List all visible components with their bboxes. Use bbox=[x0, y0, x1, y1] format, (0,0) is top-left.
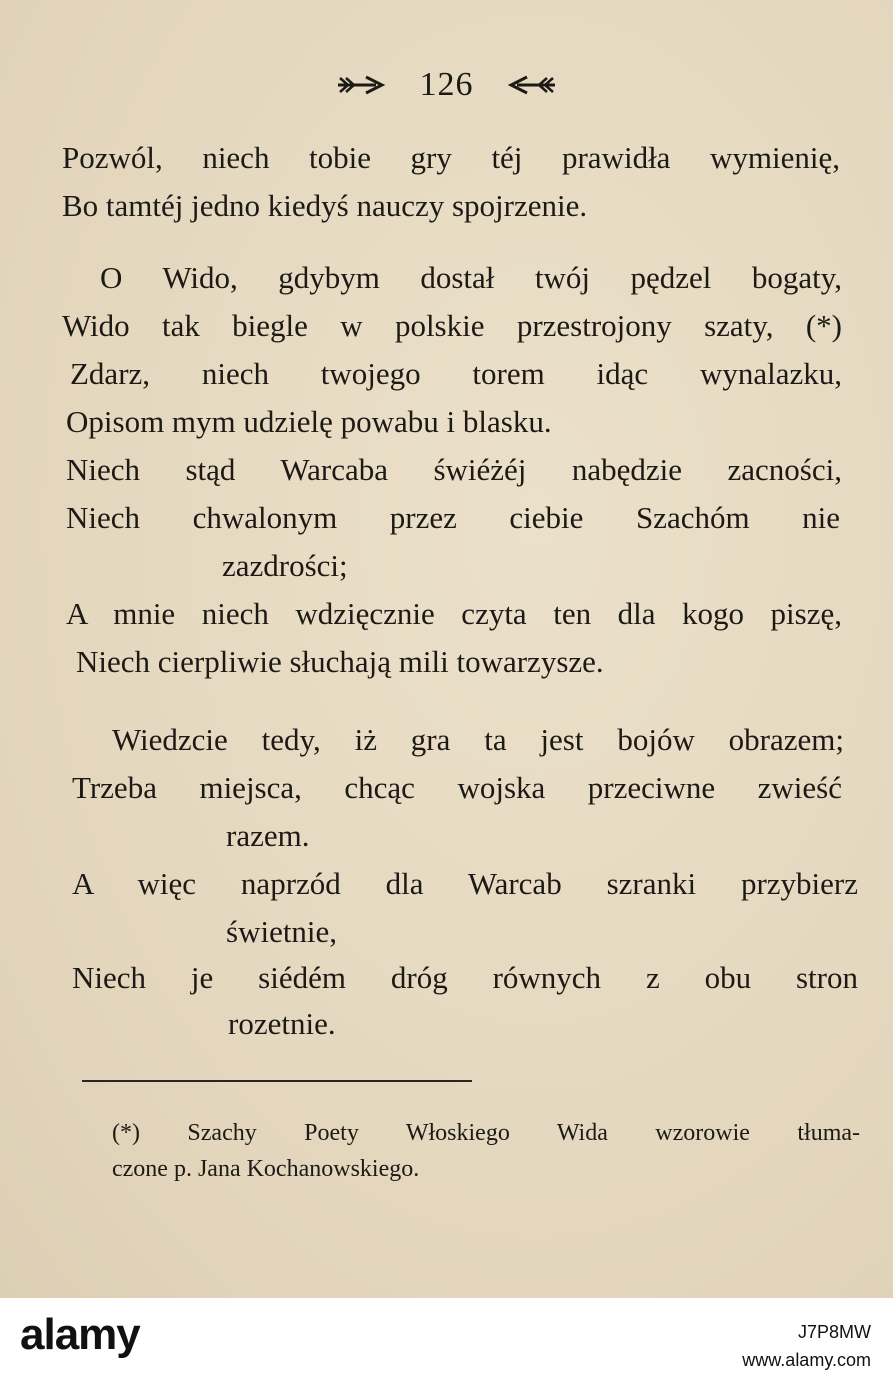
verse-line: A mnie niech wdzięcznie czyta ten dla kogo piszę, bbox=[66, 596, 842, 631]
footnote-line: czone p. Jana Kochanowskiego. bbox=[112, 1156, 420, 1182]
verse-line: Wido tak biegle w polskie przestrojony szaty, (*) bbox=[62, 308, 842, 343]
footnote-rule bbox=[82, 1080, 472, 1082]
stock-url: www.alamy.com bbox=[742, 1350, 871, 1370]
verse-line: Niech je siédém dróg równych z obu stron bbox=[72, 960, 858, 995]
arrow-left-icon bbox=[507, 74, 557, 96]
verse-line: A więc naprzód dla Warcab szranki przybierz bbox=[72, 866, 858, 901]
stock-brand-logo: alamy bbox=[20, 1310, 140, 1359]
verse-line: świetnie, bbox=[226, 914, 338, 949]
verse-line: razem. bbox=[226, 818, 310, 853]
page-header bbox=[0, 64, 893, 104]
verse-line: Niech cierpliwie słuchają mili towarzysze. bbox=[76, 644, 604, 679]
verse-line: rozetnie. bbox=[228, 1006, 336, 1041]
stock-image-id: J7P8MW bbox=[797, 1322, 871, 1342]
footnote-line: (*) Szachy Poety Włoskiego Wida wzorowie tłuma- bbox=[112, 1120, 860, 1146]
verse-line: Pozwól, niech tobie gry téj prawidła wymienię, bbox=[62, 140, 840, 175]
verse-line: zazdrości; bbox=[222, 548, 348, 583]
verse-line: Zdarz, niech twojego torem idąc wynalazku, bbox=[70, 356, 842, 391]
verse-line: Bo tamtéj jedno kiedyś nauczy spojrzenie. bbox=[62, 188, 588, 223]
page-number: 126 bbox=[419, 66, 474, 104]
verse-line: Niech chwalonym przez ciebie Szachóm nie bbox=[66, 500, 840, 535]
verse-line: O Wido, gdybym dostał twój pędzel bogaty, bbox=[100, 260, 842, 295]
verse-line: Niech stąd Warcaba świéżéj nabędzie zacności, bbox=[66, 452, 842, 487]
verse-line: Wiedzcie tedy, iż gra ta jest bojów obrazem; bbox=[112, 722, 844, 757]
verse-line: Trzeba miejsca, chcąc wojska przeciwne zwieść bbox=[72, 770, 842, 805]
verse-line: Opisom mym udzielę powabu i blasku. bbox=[66, 404, 552, 439]
arrow-right-icon bbox=[336, 74, 386, 96]
